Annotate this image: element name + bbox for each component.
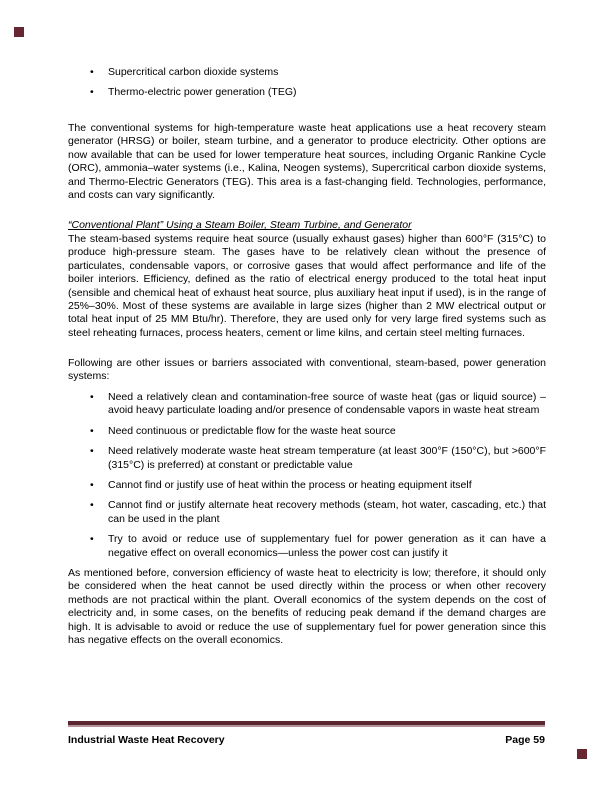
- list-item: [68, 499, 546, 526]
- list-item: [68, 479, 546, 492]
- bullet-icon: •: [90, 445, 94, 458]
- paragraph-issues-intro: Following are other issues or barriers associated with conventional, steam-based, power generation systems:: [68, 357, 546, 383]
- bullet-icon: •: [90, 499, 94, 512]
- list-item-text: Supercritical carbon dioxide systems: [108, 66, 279, 78]
- list-item-text: Thermo-electric power generation (TEG): [108, 86, 297, 99]
- footer-divider: [68, 721, 545, 727]
- footer-document-title: Industrial Waste Heat Recovery: [68, 734, 225, 746]
- bullet-icon: •: [90, 66, 94, 78]
- list-item-text: Need a relatively clean and contamination-free source of waste heat (gas or liquid source) – avoid heavy particulate loading and/or presence of condensable vapors in waste heat stream: [108, 391, 546, 417]
- section-heading: “Conventional Plant” Using a Steam Boiler, Steam Turbine, and Generator: [68, 219, 412, 231]
- list-item-text: Need continuous or predictable flow for the waste heat source: [108, 424, 396, 437]
- intro-bullet-list: [68, 66, 546, 107]
- paragraph-steam-based-systems: The steam-based systems require heat source (usually exhaust gases) higher than 600°F (315°C) to produce high-pressure steam. The gases have to be relatively clean without the presence of particulates, condensable vapors, or corrosive gases that would affect performance and life of the boiler interiors. Efficiency, defined as the ratio of electrical energy produced to the total heat input (sensible and chemical heat of exhaust heat source, plus auxiliary heat input if used), is in the range of 25%–30%. Most of these systems are available in large sizes (higher than 2 MW electrical output or total heat input of 25 MM Btu/hr). Therefore, they are used only for very large fired systems such as steel reheating furnaces, process heaters, cement or lime kilns, and certain steel melting furnaces.: [68, 233, 546, 339]
- bullet-icon: •: [90, 533, 94, 546]
- bullet-icon: •: [90, 424, 94, 437]
- list-item-text: Cannot find or justify use of heat within the process or heating equipment itself: [108, 479, 472, 492]
- list-item: [68, 445, 546, 472]
- page-footer: [68, 734, 545, 747]
- list-item: [68, 391, 546, 418]
- list-item-text: Cannot find or justify alternate heat recovery methods (steam, hot water, cascading, etc.) that can be used in the plant: [108, 499, 546, 525]
- issues-bullet-list: [68, 391, 546, 567]
- list-item-text: Need relatively moderate waste heat stream temperature (at least 300°F (150°C), but >600°F (315°C) is preferred) at constant or predictable value: [108, 445, 546, 471]
- list-item: [68, 425, 546, 438]
- corner-mark-bottom-right: [577, 749, 587, 759]
- footer-page-number: Page 59: [505, 734, 545, 746]
- list-item-text: Try to avoid or reduce use of supplementary fuel for power generation as it can have a negative effect on overall economics—unless the power cost can justify it: [108, 533, 546, 559]
- bullet-icon: •: [90, 86, 94, 99]
- list-item: [68, 66, 546, 79]
- paragraph-conclusion: As mentioned before, conversion efficiency of waste heat to electricity is low; therefore, it should only be considered when the heat cannot be used directly within the process or when other recovery methods are not practical within the plant. Overall economics of the system depends on the cost of electricity and, in some cases, on the benefits of reducing peak demand if the demand charges are high. It is advisable to avoid or reduce the use of supplementary fuel for power generation since this has negative effects on the overall economics.: [68, 567, 546, 647]
- bullet-icon: •: [90, 391, 94, 403]
- paragraph-conventional-systems: The conventional systems for high-temperature waste heat applications use a heat recovery steam generator (HRSG) or boiler, steam turbine, and a generator to produce electricity. Other options are now available that can be used for lower temperature heat sources, including Organic Rankine Cycle (ORC), ammonia–water systems (i.e., Kalina, Neogen systems), Supercritical carbon dioxide systems, and Thermo-Electric Generators (TEG). This area is a fast-changing field. Technologies, performance, and costs can vary significantly.: [68, 122, 546, 202]
- list-item: [68, 86, 546, 99]
- bullet-icon: •: [90, 479, 94, 492]
- list-item: [68, 533, 546, 560]
- corner-mark-top-left: [14, 27, 24, 37]
